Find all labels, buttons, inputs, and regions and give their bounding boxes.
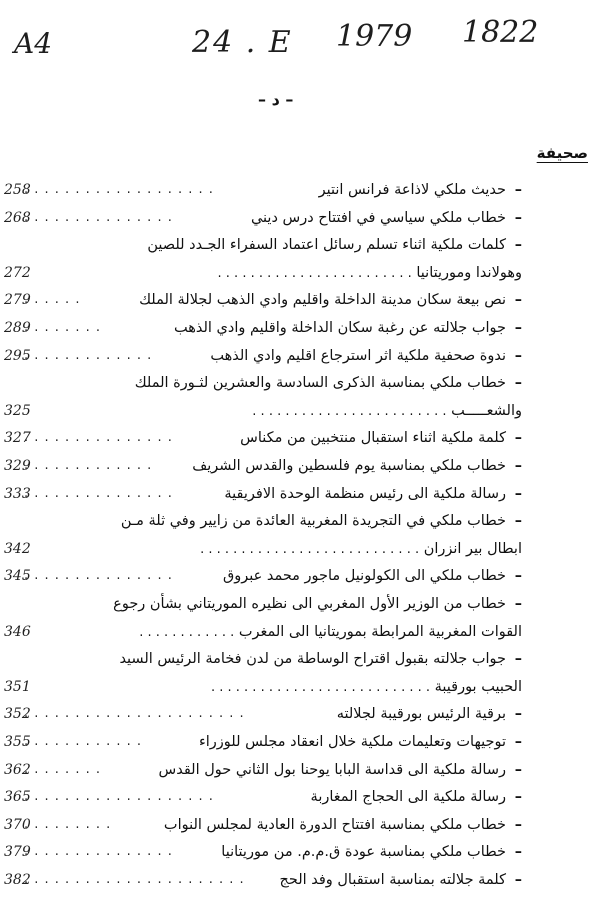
- leader-dots: . . . . . . . . . . . .: [139, 624, 235, 640]
- toc-entry-continuation: [24, 618, 522, 646]
- toc-entry: [24, 204, 522, 232]
- entry-dash: –: [514, 596, 522, 612]
- entry-title: ندوة صحفية ملكية اثر استرجاع اقليم وادي الذهب: [210, 347, 506, 364]
- entry-title: خطاب ملكي سياسي في افتتاح درس ديني: [250, 209, 506, 226]
- toc-entry: [24, 507, 522, 535]
- leader-dots: . . . . . . . . . . . . . . . . . . .: [24, 789, 214, 805]
- entry-dash: –: [514, 734, 522, 750]
- page-marker: – د –: [258, 90, 294, 109]
- entry-title: خطاب ملكي في التجريدة المغربية العائدة من زايير وفي ثلة مـن: [120, 513, 506, 530]
- entry-dash: –: [514, 844, 522, 861]
- entry-dash: –: [514, 347, 522, 364]
- entry-dash: –: [514, 430, 522, 447]
- toc-entry: [24, 452, 522, 480]
- toc-entry-continuation: [24, 535, 522, 563]
- leader-dots: . . . . . . . . . . . . . . .: [24, 568, 173, 584]
- toc-entry: [24, 562, 522, 590]
- toc-entry-continuation: [24, 397, 522, 425]
- toc-entry-continuation: [24, 673, 522, 701]
- page-number: 279: [4, 292, 31, 309]
- entry-title: خطاب ملكي بمناسبة عودة ق.م.م. من موريتانيا: [221, 844, 506, 861]
- handwritten-ref: A4: [14, 27, 53, 60]
- leader-dots: . . . . . . . . . . . . . . . . . . . . . . . .: [252, 403, 447, 419]
- handwritten-number: 1822: [462, 15, 539, 50]
- entry-dash: –: [514, 789, 522, 806]
- entry-title-cont: وهولاندا وموريتانيا: [411, 264, 522, 281]
- entry-title-cont: القوات المغربية المرابطة بموريتانيا الى المغرب: [234, 623, 522, 640]
- leader-dots: . . . . . . . . . . . . . . .: [24, 209, 173, 225]
- page-number: 355: [4, 734, 31, 750]
- entry-dash: –: [514, 872, 522, 888]
- toc-entry: [24, 838, 522, 866]
- page-number: 325: [4, 402, 31, 419]
- page-number: 268: [4, 209, 31, 226]
- leader-dots: . . . . . . . . . . . . . . . . . . . . . .: [24, 706, 245, 722]
- toc-entry: [24, 369, 522, 397]
- entry-dash: –: [514, 706, 522, 723]
- page-number: 351: [4, 678, 31, 695]
- handwritten-code: 24 . E: [192, 25, 293, 60]
- leader-dots: . . . . . . . . . . . . .: [24, 347, 153, 363]
- entry-dash: –: [514, 182, 522, 198]
- toc-entry: [24, 424, 522, 452]
- leader-dots: . . . . . . . . . . . . .: [24, 458, 153, 473]
- entry-title: جواب جلالته عن رغبة سكان الداخلة واقليم وادي الذهب: [173, 320, 506, 336]
- leader-dots: . . . . . . . . . . . . . . . . . . . . . . . . . . .: [210, 679, 430, 695]
- entry-title: رسالة ملكية الى رئيس منظمة الوحدة الافريقية: [224, 485, 506, 502]
- entry-title: خطاب من الوزير الأول المغربي الى نظيره الموريتاني بشأن رجوع: [113, 596, 506, 612]
- leader-dots: . . . . . . . .: [24, 320, 101, 335]
- toc-entry: [24, 342, 522, 370]
- entry-dash: –: [514, 375, 522, 392]
- entry-title-cont: ابطال بير انزران: [419, 540, 522, 557]
- entry-title: خطاب ملكي بمناسبة يوم فلسطين والقدس الشريف: [192, 458, 506, 474]
- entry-title: خطاب ملكي بمناسبة افتتاح الدورة العادية لمجلس النواب: [163, 816, 506, 833]
- toc-entry: [24, 314, 522, 342]
- entry-dash: –: [514, 458, 522, 474]
- toc-entry: [24, 700, 522, 728]
- entry-dash: –: [514, 761, 522, 778]
- toc-entry: [24, 866, 522, 894]
- entry-dash: –: [514, 485, 522, 502]
- entry-title: حديث ملكي لاذاعة فرانس انتير: [318, 182, 506, 198]
- toc-entry: [24, 811, 522, 839]
- entry-title: رسالة ملكية الى الحجاج المغاربة: [310, 789, 506, 806]
- entry-title-cont: الحبيب بورقيبة: [430, 678, 522, 695]
- entry-title: كلمة ملكية اثناء استقبال منتخبين من مكناس: [240, 430, 506, 447]
- toc-entry: [24, 480, 522, 508]
- leader-dots: . . . . . . . . . . . . . . . . . . . . . . . . . . .: [200, 541, 420, 557]
- page-number: 333: [4, 485, 31, 502]
- leader-dots: . . . . . . . . . . . . . . .: [24, 430, 173, 446]
- leader-dots: . . . . . . . .: [24, 761, 101, 777]
- entry-dash: –: [514, 237, 522, 254]
- toc-entry: [24, 590, 522, 618]
- page-number: 327: [4, 430, 31, 447]
- entry-dash: –: [514, 320, 522, 336]
- leader-dots: . . . . . . . . . . . . . . . . . . . . . .: [24, 872, 245, 887]
- leader-dots: . . . . . . . . . . . . . . . . . . .: [24, 182, 214, 197]
- entry-title: جواب جلالته بقبول اقتراح الوساطة من لدن فخامة الرئيس السيد: [119, 651, 506, 668]
- page-number: 345: [4, 568, 31, 585]
- entry-dash: –: [514, 651, 522, 668]
- leader-dots: . . . . . .: [24, 292, 81, 308]
- entry-title: خطاب ملكي بمناسبة الذكرى السادسة والعشرين لثـورة الملك: [134, 375, 506, 392]
- handwritten-year: 1979: [336, 19, 413, 54]
- column-heading: صحيفة: [536, 144, 588, 162]
- leader-dots: . . . . . . . . .: [24, 816, 112, 832]
- entry-title: توجيهات وتعليمات ملكية خلال انعقاد مجلس للوزراء: [198, 734, 506, 750]
- page-number: 352: [4, 706, 31, 723]
- page-number: 362: [4, 761, 31, 778]
- toc-entry: [24, 728, 522, 756]
- entry-title: نص بيعة سكان مدينة الداخلة واقليم وادي الذهب لجلالة الملك: [139, 292, 506, 309]
- toc-entry-continuation: [24, 259, 522, 287]
- toc-entry: [24, 783, 522, 811]
- page-number: 272: [4, 264, 31, 281]
- toc-entry: [24, 176, 522, 204]
- page-number: 382: [4, 872, 31, 888]
- page-number: 329: [4, 458, 31, 474]
- page-number: 289: [4, 320, 31, 336]
- page-number: 346: [4, 623, 31, 640]
- entry-title-cont: والشعـــــب: [446, 402, 522, 419]
- entry-title: كلمة جلالته بمناسبة استقبال وفد الحج: [279, 872, 506, 888]
- toc-entry: [24, 231, 522, 259]
- toc-entry: [24, 756, 522, 784]
- entry-title: كلمات ملكية اثناء تسلم رسائل اعتماد السفراء الجـدد للصين: [147, 237, 506, 254]
- toc-entry: [24, 645, 522, 673]
- entry-title: رسالة ملكية الى قداسة البابا يوحنا بول الثاني حول القدس: [158, 761, 506, 778]
- page-number: 379: [4, 844, 31, 861]
- page-number: 295: [4, 347, 31, 364]
- leader-dots: . . . . . . . . . . . . . . .: [24, 844, 173, 860]
- page-number: 370: [4, 816, 31, 833]
- leader-dots: . . . . . . . . . . . . . . .: [24, 485, 173, 501]
- entry-title: برقية الرئيس بورقيبة لجلالته: [336, 706, 506, 723]
- entry-dash: –: [514, 568, 522, 585]
- page-number: 342: [4, 540, 31, 557]
- leader-dots: . . . . . . . . . . . . . . . . . . . . . . . .: [217, 265, 412, 281]
- page-number: 365: [4, 789, 31, 806]
- entry-dash: –: [514, 816, 522, 833]
- page-number: 258: [4, 182, 31, 198]
- entry-title: خطاب ملكي الى الكولونيل ماجور محمد عبروق: [222, 568, 506, 585]
- entry-dash: –: [514, 292, 522, 309]
- leader-dots: . . . . . . . . . . . .: [24, 734, 143, 749]
- toc-entry: [24, 286, 522, 314]
- entry-dash: –: [514, 209, 522, 226]
- entry-dash: –: [514, 513, 522, 530]
